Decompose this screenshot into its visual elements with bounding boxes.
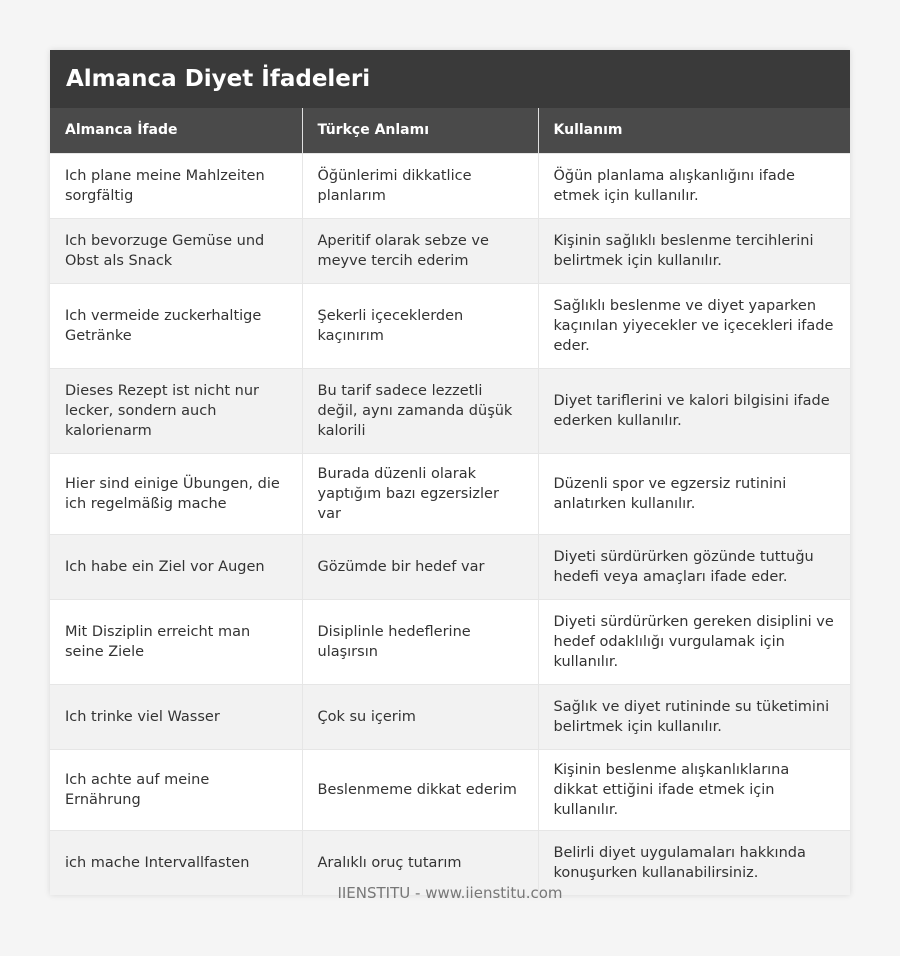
cell-usage: Sağlıklı beslenme ve diyet yaparken kaçınılan yiyecekler ve içecekleri ifade eder.: [538, 283, 850, 368]
cell-usage: Düzenli spor ve egzersiz rutinini anlatırken kullanılır.: [538, 453, 850, 534]
table-row: [50, 368, 850, 453]
cell-german: Ich habe ein Ziel vor Augen: [50, 534, 302, 599]
footer-credit: IIENSTITU - www.iienstitu.com: [337, 884, 563, 902]
header-row: [50, 108, 850, 153]
table-row: [50, 153, 850, 218]
cell-turkish: Gözümde bir hedef var: [302, 534, 538, 599]
cell-usage: Diyeti sürdürürken gereken disiplini ve hedef odaklılığı vurgulamak için kullanılır.: [538, 599, 850, 684]
table-row: [50, 218, 850, 283]
table-row: [50, 534, 850, 599]
cell-turkish: Burada düzenli olarak yaptığım bazı egzersizler var: [302, 453, 538, 534]
cell-german: Ich vermeide zuckerhaltige Getränke: [50, 283, 302, 368]
cell-german: Mit Disziplin erreicht man seine Ziele: [50, 599, 302, 684]
cell-usage: Diyet tariflerini ve kalori bilgisini ifade ederken kullanılır.: [538, 368, 850, 453]
table-row: [50, 283, 850, 368]
cell-german: ich mache Intervallfasten: [50, 830, 302, 895]
cell-turkish: Öğünlerimi dikkatlice planlarım: [302, 153, 538, 218]
cell-german: Hier sind einige Übungen, die ich regelmäßig mache: [50, 453, 302, 534]
cell-turkish: Aperitif olarak sebze ve meyve tercih ederim: [302, 218, 538, 283]
cell-usage: Kişinin beslenme alışkanlıklarına dikkat ettiğini ifade etmek için kullanılır.: [538, 749, 850, 830]
cell-german: Ich bevorzuge Gemüse und Obst als Snack: [50, 218, 302, 283]
cell-german: Ich achte auf meine Ernährung: [50, 749, 302, 830]
phrase-table: [50, 108, 850, 895]
cell-turkish: Çok su içerim: [302, 684, 538, 749]
table-row: [50, 749, 850, 830]
cell-usage: Sağlık ve diyet rutininde su tüketimini belirtmek için kullanılır.: [538, 684, 850, 749]
header-german-phrase: Almanca İfade: [50, 108, 302, 153]
cell-usage: Diyeti sürdürürken gözünde tuttuğu hedefi veya amaçları ifade eder.: [538, 534, 850, 599]
table-row: [50, 453, 850, 534]
cell-turkish: Aralıklı oruç tutarım: [302, 830, 538, 895]
cell-usage: Belirli diyet uygulamaları hakkında konuşurken kullanabilirsiniz.: [538, 830, 850, 895]
table-row: [50, 684, 850, 749]
cell-usage: Kişinin sağlıklı beslenme tercihlerini belirtmek için kullanılır.: [538, 218, 850, 283]
cell-german: Ich trinke viel Wasser: [50, 684, 302, 749]
cell-usage: Öğün planlama alışkanlığını ifade etmek için kullanılır.: [538, 153, 850, 218]
table-row: [50, 599, 850, 684]
cell-turkish: Disiplinle hedeflerine ulaşırsın: [302, 599, 538, 684]
header-usage: Kullanım: [538, 108, 850, 153]
cell-turkish: Şekerli içeceklerden kaçınırım: [302, 283, 538, 368]
phrase-table-card: [50, 50, 850, 895]
header-turkish-meaning: Türkçe Anlamı: [302, 108, 538, 153]
cell-turkish: Bu tarif sadece lezzetli değil, aynı zamanda düşük kalorili: [302, 368, 538, 453]
cell-german: Ich plane meine Mahlzeiten sorgfältig: [50, 153, 302, 218]
table-title: Almanca Diyet İfadeleri: [50, 50, 850, 108]
cell-german: Dieses Rezept ist nicht nur lecker, sondern auch kalorienarm: [50, 368, 302, 453]
cell-turkish: Beslenmeme dikkat ederim: [302, 749, 538, 830]
